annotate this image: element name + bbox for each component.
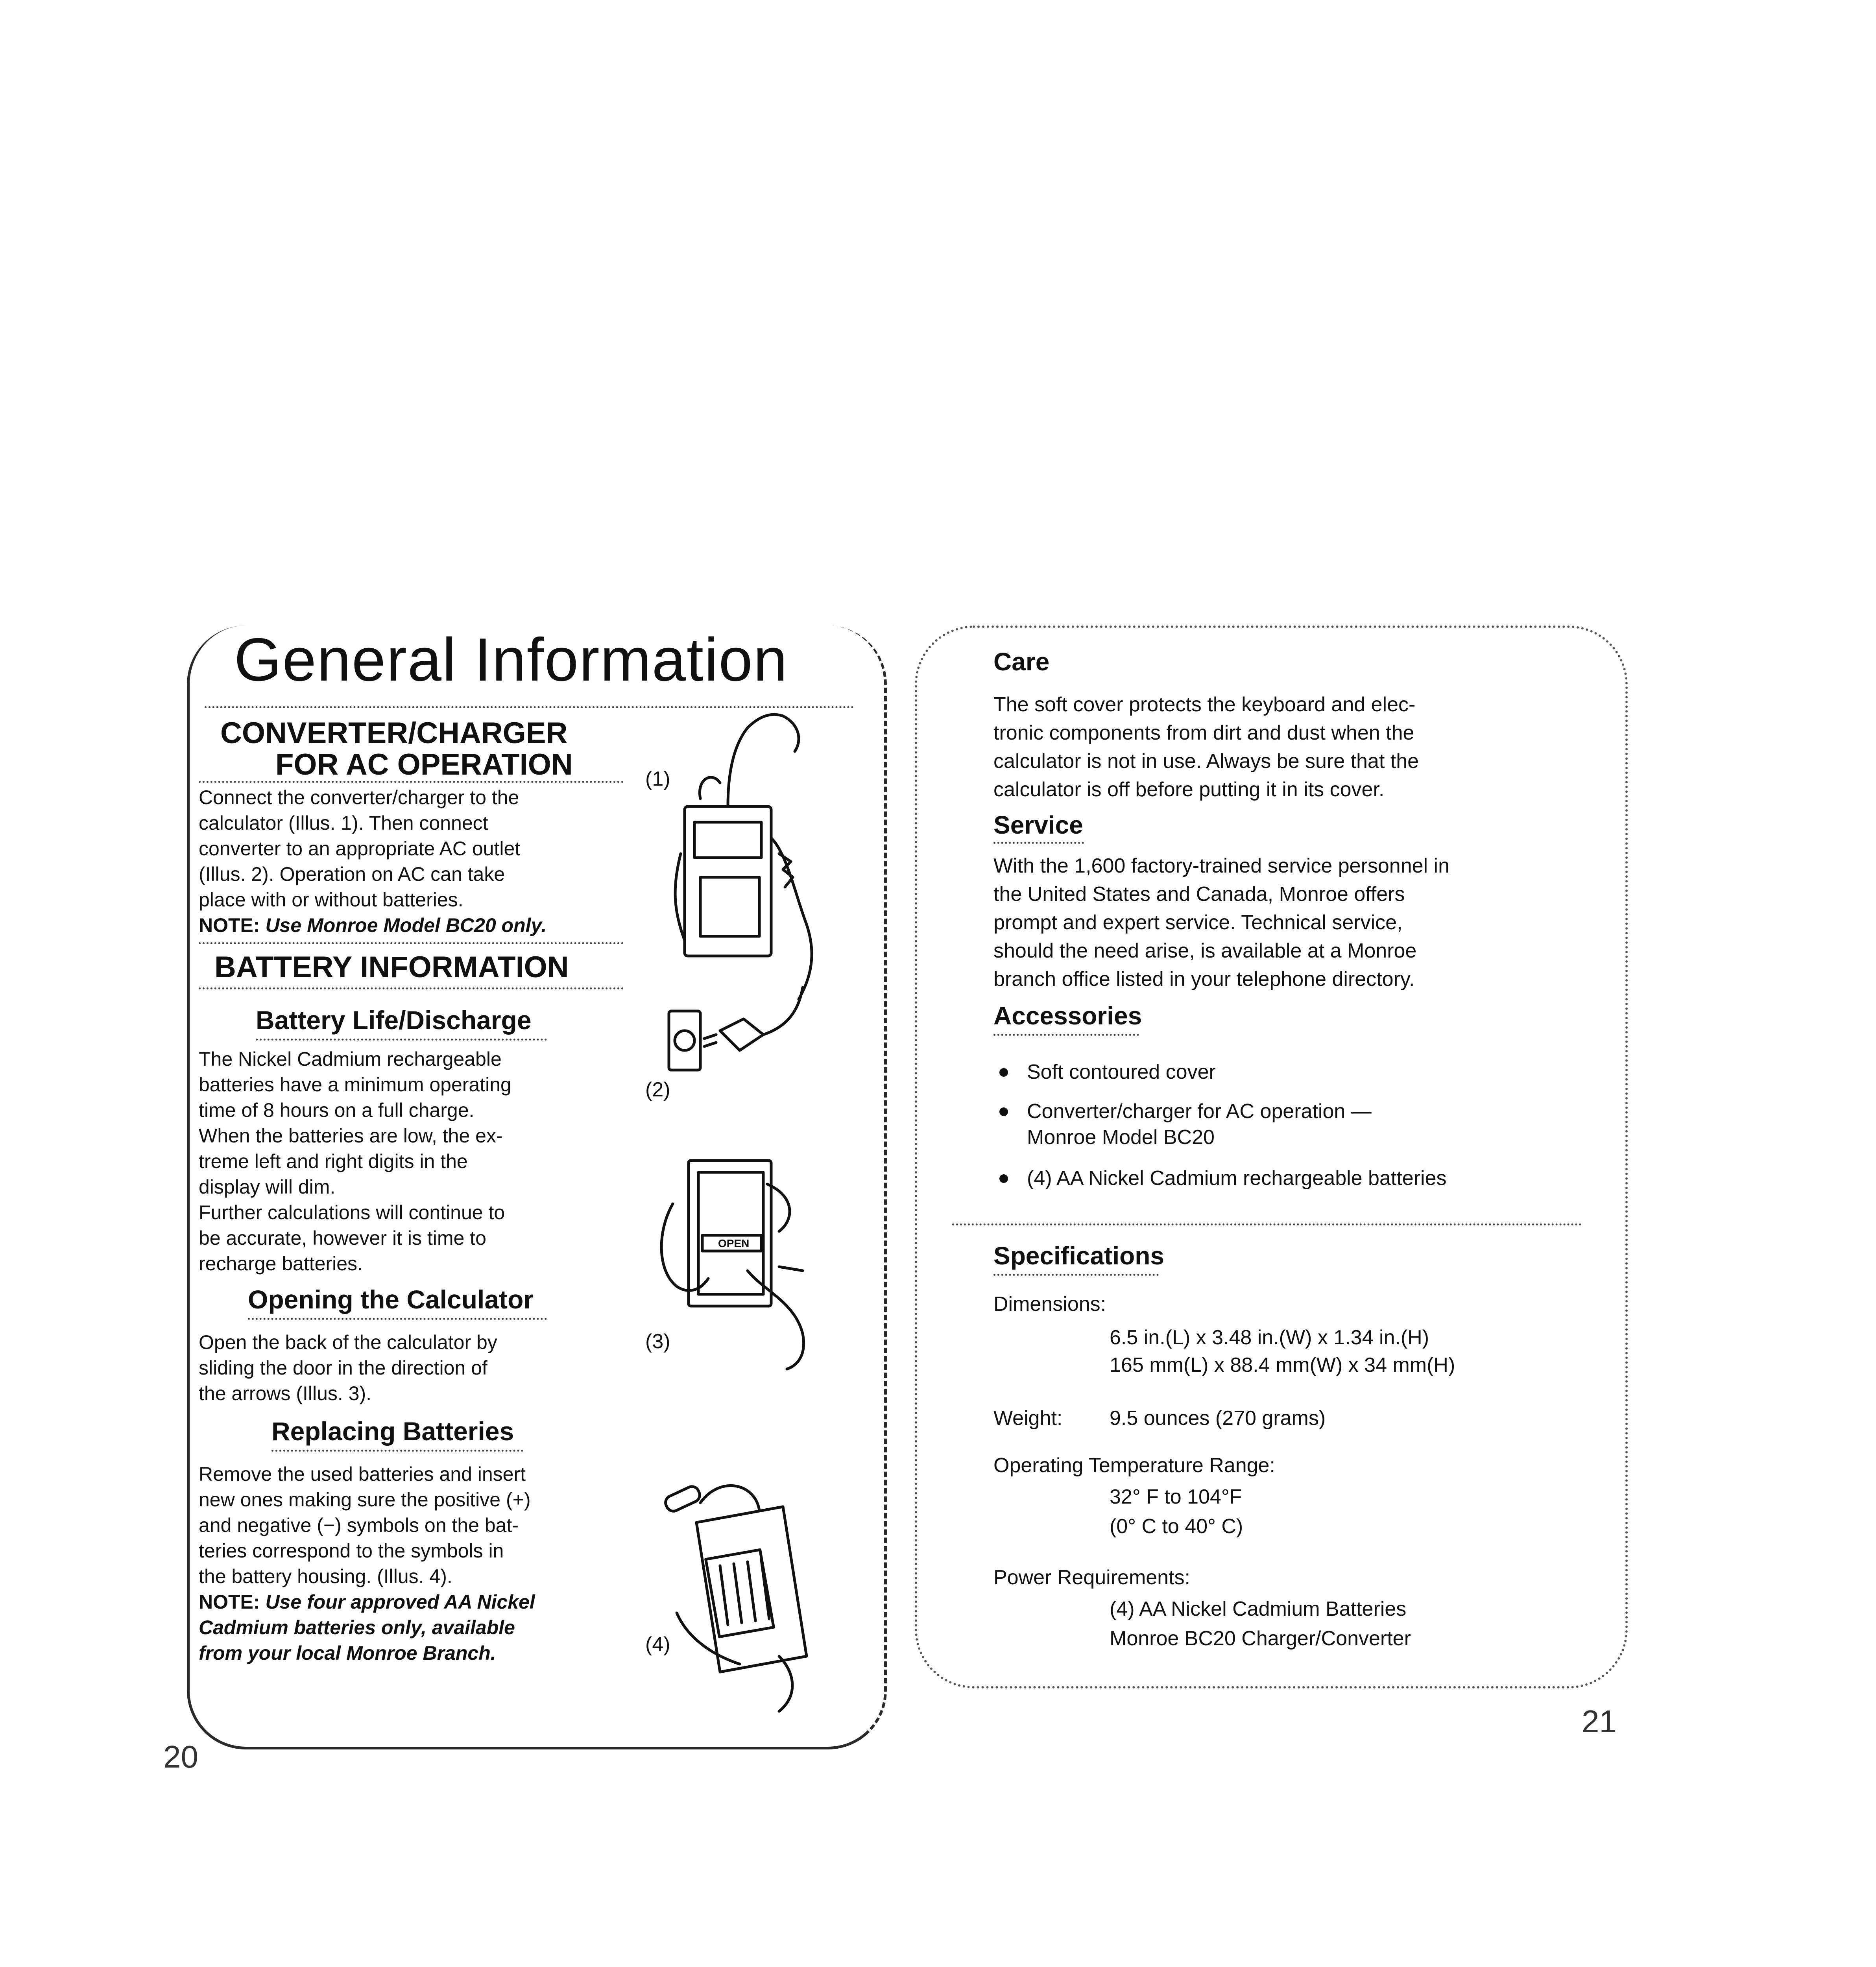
calculator-open-door-illustration — [661, 1161, 803, 1369]
battery-line: be accurate, however it is time to — [199, 1227, 486, 1249]
temp-label: Operating Temperature Range: — [993, 1454, 1275, 1477]
replacing-line: new ones making sure the positive (+) — [199, 1489, 531, 1511]
service-line: prompt and expert service. Technical service, — [993, 911, 1403, 934]
replacing-line: Remove the used batteries and insert — [199, 1463, 526, 1485]
service-heading: Service — [993, 811, 1083, 839]
replacing-line: teries correspond to the symbols in — [199, 1540, 504, 1562]
battery-line: treme left and right digits in the — [199, 1150, 468, 1172]
converter-line: Connect the converter/charger to the — [199, 786, 519, 808]
specifications-rule — [993, 1274, 1159, 1276]
bullet — [999, 1068, 1008, 1077]
illustration-label-3: (3) — [645, 1330, 670, 1353]
converter-heading-line2: FOR AC OPERATION — [275, 748, 573, 781]
replacing-line: the battery housing. (Illus. 4). — [199, 1565, 452, 1587]
illustrations — [630, 688, 873, 1719]
service-line: the United States and Canada, Monroe offers — [993, 883, 1405, 906]
wall-outlet-illustration — [669, 987, 803, 1070]
service-line: With the 1,600 factory-trained service personnel in — [993, 854, 1450, 877]
battery-line: recharge batteries. — [199, 1253, 363, 1275]
service-body — [993, 852, 1544, 993]
accessory-item-line2: Monroe Model BC20 — [1027, 1126, 1215, 1149]
power-line1: (4) AA Nickel Cadmium Batteries — [1110, 1598, 1407, 1620]
note-label: NOTE: — [199, 1591, 260, 1613]
replacing-line: and negative (−) symbols on the bat- — [199, 1514, 519, 1536]
battery-rule-top — [199, 942, 624, 944]
accessory-item: Soft contoured cover — [1027, 1061, 1216, 1083]
care-line: calculator is off before putting it in its cover. — [993, 778, 1385, 801]
opening-line: sliding the door in the direction of — [199, 1357, 487, 1379]
opening-body — [199, 1330, 624, 1406]
illustration-label-4: (4) — [645, 1633, 670, 1656]
accessories-heading: Accessories — [993, 1002, 1142, 1030]
service-line: should the need arise, is available at a Monroe — [993, 939, 1417, 962]
battery-life-body — [199, 1046, 624, 1277]
illustration-label-1: (1) — [645, 768, 670, 790]
note-text: Cadmium batteries only, available — [199, 1616, 515, 1639]
battery-line: batteries have a minimum operating — [199, 1074, 511, 1096]
battery-line: When the batteries are low, the ex- — [199, 1125, 503, 1147]
power-line2: Monroe BC20 Charger/Converter — [1110, 1627, 1411, 1650]
battery-rule-bottom — [199, 987, 624, 989]
care-body — [993, 690, 1544, 804]
converter-line: calculator (Illus. 1). Then connect — [199, 812, 488, 834]
specifications-heading: Specifications — [993, 1242, 1164, 1270]
service-rule — [993, 842, 1084, 844]
battery-line: Further calculations will continue to — [199, 1201, 505, 1223]
battery-insertion-illustration — [663, 1484, 807, 1711]
service-line: branch office listed in your telephone directory. — [993, 968, 1415, 991]
note-text: Use Monroe Model BC20 only. — [265, 914, 547, 936]
converter-line: converter to an appropriate AC outlet — [199, 838, 521, 860]
replacing-heading: Replacing Batteries — [271, 1417, 514, 1446]
temp-f: 32° F to 104°F — [1110, 1485, 1242, 1508]
battery-line: The Nickel Cadmium rechargeable — [199, 1048, 502, 1070]
converter-rule — [199, 781, 624, 783]
accessories-rule — [993, 1034, 1139, 1036]
illustration-label-2: (2) — [645, 1078, 670, 1101]
replacing-rule — [271, 1450, 523, 1452]
opening-line: the arrows (Illus. 3). — [199, 1382, 372, 1404]
dimensions-mm: 165 mm(L) x 88.4 mm(W) x 34 mm(H) — [1110, 1354, 1455, 1377]
opening-rule — [248, 1318, 547, 1320]
care-heading: Care — [993, 648, 1050, 676]
battery-life-rule — [256, 1039, 547, 1041]
converter-line: place with or without batteries. — [199, 889, 463, 911]
page-title: General Information — [234, 626, 788, 694]
bullet — [999, 1174, 1008, 1183]
converter-line: (Illus. 2). Operation on AC can take — [199, 863, 505, 885]
care-line: calculator is not in use. Always be sure that the — [993, 750, 1419, 773]
calculator-with-plug-illustration — [675, 714, 812, 999]
battery-line: time of 8 hours on a full charge. — [199, 1099, 475, 1121]
replacing-note — [199, 1615, 624, 1640]
replacing-body — [199, 1461, 624, 1666]
dimensions-label: Dimensions: — [993, 1293, 1106, 1316]
replacing-note — [199, 1589, 624, 1615]
note-label: NOTE: — [199, 914, 260, 936]
specs-divider — [952, 1223, 1582, 1225]
replacing-note — [199, 1640, 624, 1666]
converter-body — [199, 785, 624, 938]
power-label: Power Requirements: — [993, 1566, 1190, 1589]
care-line: The soft cover protects the keyboard and elec- — [993, 693, 1416, 716]
note-text: from your local Monroe Branch. — [199, 1642, 496, 1664]
accessory-item-line1: Converter/charger for AC operation — — [1027, 1100, 1372, 1123]
battery-life-heading: Battery Life/Discharge — [256, 1006, 532, 1035]
weight-value: 9.5 ounces (270 grams) — [1110, 1407, 1326, 1430]
opening-line: Open the back of the calculator by — [199, 1331, 497, 1353]
care-line: tronic components from dirt and dust when the — [993, 721, 1414, 744]
open-door-label: OPEN — [718, 1237, 750, 1249]
accessory-item — [1027, 1098, 1372, 1150]
opening-heading: Opening the Calculator — [248, 1285, 534, 1314]
converter-note — [199, 913, 624, 938]
dimensions-in: 6.5 in.(L) x 3.48 in.(W) x 1.34 in.(H) — [1110, 1326, 1429, 1349]
weight-label: Weight: — [993, 1407, 1063, 1430]
page-number-left: 20 — [163, 1739, 198, 1774]
accessory-item: (4) AA Nickel Cadmium rechargeable batteries — [1027, 1167, 1447, 1190]
note-text: Use four approved AA Nickel — [265, 1591, 535, 1613]
converter-heading-line1: CONVERTER/CHARGER — [220, 716, 568, 750]
page-number-right: 21 — [1582, 1704, 1617, 1739]
battery-line: display will dim. — [199, 1176, 336, 1198]
bullet — [999, 1107, 1008, 1116]
battery-info-heading: BATTERY INFORMATION — [214, 950, 569, 984]
temp-c: (0° C to 40° C) — [1110, 1515, 1243, 1538]
